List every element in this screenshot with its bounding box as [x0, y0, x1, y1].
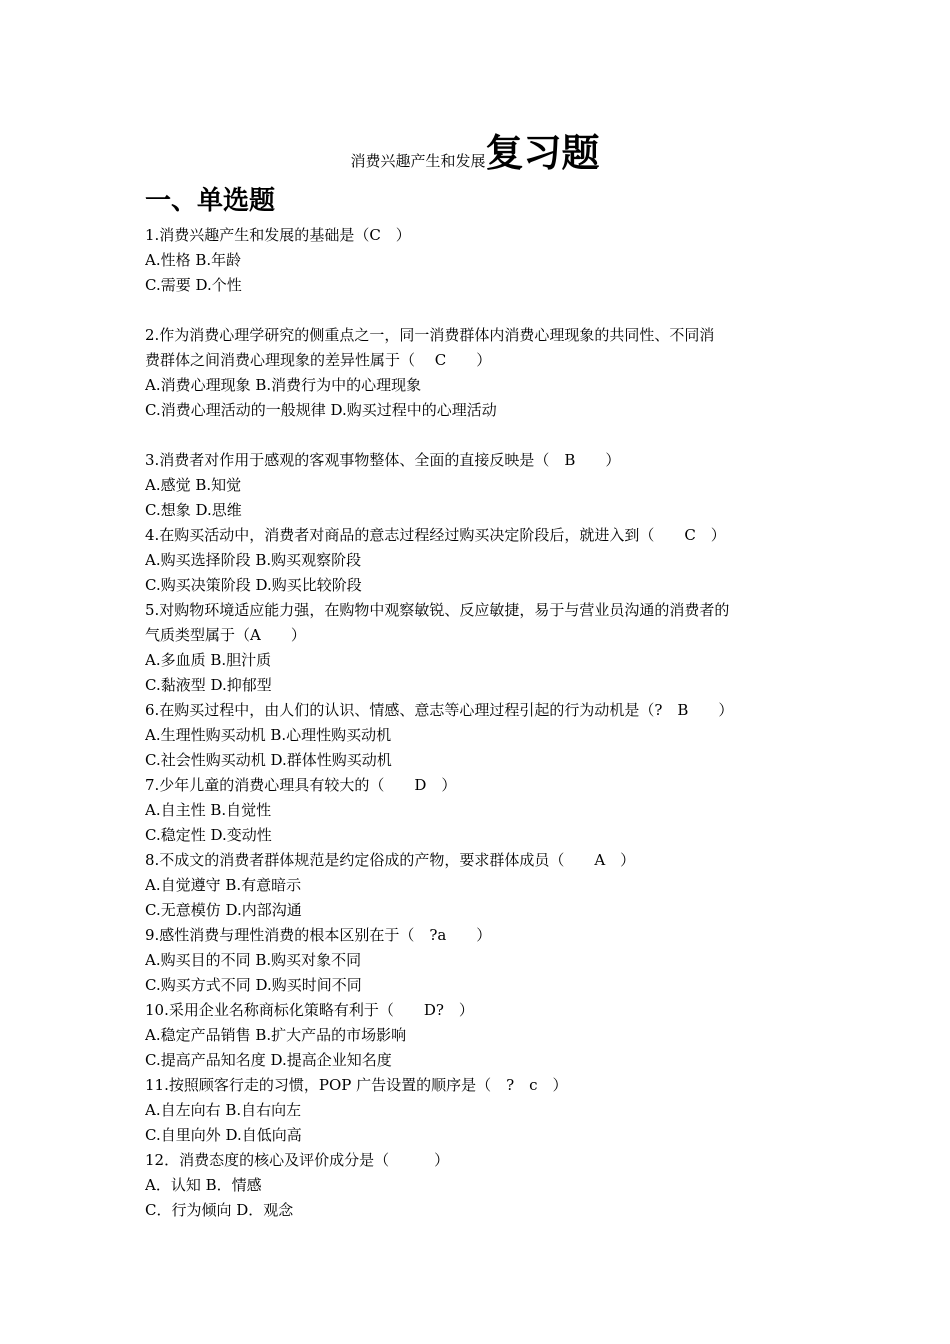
question-list [145, 223, 810, 1223]
blank-line [145, 298, 810, 323]
text-line: A.自左向右 B.自右向左 [145, 1101, 302, 1119]
text-line: C.社会性购买动机 D.群体性购买动机 [145, 751, 392, 769]
text-line: C.自里向外 D.自低向高 [145, 1126, 302, 1144]
title-prefix: 消费兴趣产生和发展 [350, 152, 486, 170]
text-line: C.想象 D.思维 [145, 501, 242, 519]
text-line: 2.作为消费心理学研究的侧重点之一，同一消费群体内消费心理现象的共同性、不同消 [145, 326, 715, 344]
text-line: 9.感性消费与理性消费的根本区别在于（ ?a ） [145, 926, 492, 944]
text-line: C.稳定性 D.变动性 [145, 826, 272, 844]
text-line: C．行为倾向 D．观念 [145, 1201, 294, 1219]
text-line: A.多血质 B.胆汁质 [145, 651, 272, 669]
text-line: 1.消费兴趣产生和发展的基础是（C ） [145, 226, 411, 244]
text-line: A.性格 B.年龄 [145, 251, 242, 269]
text-line: A.消费心理现象 B.消费行为中的心理现象 [145, 376, 422, 394]
text-line: 8.不成文的消费者群体规范是约定俗成的产物，要求群体成员（ A ） [145, 851, 636, 869]
text-line: 5.对购物环境适应能力强，在购物中观察敏锐、反应敏捷，易于与营业员沟通的消费者的 [145, 601, 730, 619]
text-line: C.无意模仿 D.内部沟通 [145, 901, 302, 919]
text-line: A.购买选择阶段 B.购买观察阶段 [145, 551, 362, 569]
text-line: A.自主性 B.自觉性 [145, 801, 272, 819]
document-title [0, 122, 950, 177]
text-line: 12．消费态度的核心及评价成分是（ ） [145, 1151, 450, 1169]
text-line: A.稳定产品销售 B.扩大产品的市场影响 [145, 1026, 407, 1044]
text-line: 6.在购买过程中，由人们的认识、情感、意志等心理过程引起的行为动机是（? B ） [145, 701, 734, 719]
text-line: 10.采用企业名称商标化策略有利于（ D? ） [145, 1001, 474, 1019]
text-line: 3.消费者对作用于感观的客观事物整体、全面的直接反映是（ B ） [145, 451, 621, 469]
text-line: 4.在购买活动中，消费者对商品的意志过程经过购买决定阶段后，就进入到（ C ） [145, 526, 726, 544]
text-line: 费群体之间消费心理现象的差异性属于（ C ） [145, 351, 492, 369]
text-line: C.购买方式不同 D.购买时间不同 [145, 976, 362, 994]
text-line: A.购买目的不同 B.购买对象不同 [145, 951, 362, 969]
blank-line [145, 423, 810, 448]
text-line: 11.按照顾客行走的习惯，POP 广告设置的顺序是（ ? c ） [145, 1076, 568, 1094]
text-line: C.需要 D.个性 [145, 276, 242, 294]
section-heading: 一、单选题 [145, 186, 276, 216]
text-line: C.提高产品知名度 D.提高企业知名度 [145, 1051, 392, 1069]
title-main: 复习题 [485, 131, 600, 175]
text-line: C.黏液型 D.抑郁型 [145, 676, 272, 694]
text-line: A.自觉遵守 B.有意暗示 [145, 876, 302, 894]
text-line: C.消费心理活动的一般规律 D.购买过程中的心理活动 [145, 401, 497, 419]
text-line: A.生理性购买动机 B.心理性购买动机 [145, 726, 392, 744]
text-line: C.购买决策阶段 D.购买比较阶段 [145, 576, 362, 594]
text-line: A.感觉 B.知觉 [145, 476, 242, 494]
text-line: 7.少年儿童的消费心理具有较大的（ D ） [145, 776, 457, 794]
text-line: A．认知 B．情感 [145, 1176, 262, 1194]
text-line: 气质类型属于（A ） [145, 626, 306, 644]
